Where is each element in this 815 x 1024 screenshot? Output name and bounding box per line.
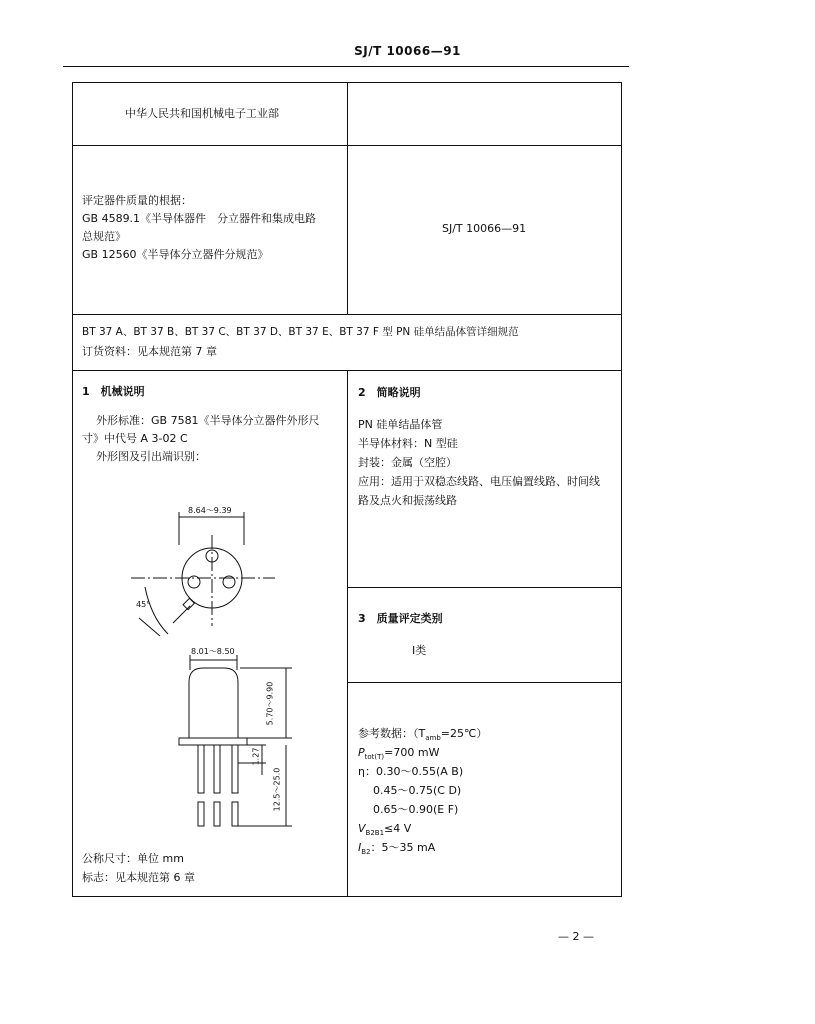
reference-current: $I_{B2}$：5～35 mA <box>358 841 436 857</box>
section1-line: 寸》中代号 A 3-02 C <box>82 432 188 445</box>
dimension-label: 8.64～9.39 <box>188 506 232 515</box>
ordering-info: 订货资料：见本规范第 7 章 <box>82 345 217 358</box>
page-number: — 2 — <box>558 930 594 943</box>
section2-line: 封装：金属（空腔） <box>358 456 457 469</box>
reference-eta: 0.45～0.75(C D) <box>373 784 462 797</box>
quality-category: Ⅰ类 <box>412 644 427 657</box>
dimension-label: 5.70～9.90 <box>265 681 275 726</box>
document-code-header: SJ/T 10066—91 <box>354 44 461 58</box>
unit-note: 公称尺寸：单位 mm <box>82 852 184 865</box>
section1-line: 外形图及引出端识别： <box>96 450 206 463</box>
section2-line: 应用：适用于双稳态线路、电压偏置线路、时间线 <box>358 475 600 488</box>
section1-line: 外形标准：GB 7581《半导体分立器件外形尺 <box>96 414 320 427</box>
section1-heading: 1 机械说明 <box>82 385 145 398</box>
reference-eta: η：0.30～0.55(A B) <box>358 765 464 778</box>
ministry-name: 中华人民共和国机械电子工业部 <box>125 107 279 120</box>
basis-line: GB 4589.1《半导体器件 分立器件和集成电路 <box>82 212 317 225</box>
section2-line: PN 硅单结晶体管 <box>358 418 443 431</box>
section2-line: 半导体材料：N 型硅 <box>358 437 458 450</box>
dimension-label: 8.01～8.50 <box>191 647 235 656</box>
marking-note: 标志：见本规范第 6 章 <box>82 871 195 884</box>
reference-power: $P_{tot(T)}=700$ mW <box>358 746 440 762</box>
section2-heading: 2 简略说明 <box>358 386 421 399</box>
reference-heading: 参考数据：$(T_{amb}=25℃)$ <box>358 727 488 743</box>
basis-line: 总规范》 <box>82 230 126 243</box>
basis-line: 评定器件质量的根据： <box>82 194 192 207</box>
reference-eta: 0.65～0.90(E F) <box>373 803 459 816</box>
dimension-label: 12.5～25.0 <box>272 767 282 812</box>
section2-line: 路及点火和振荡线路 <box>358 494 457 507</box>
dimension-label: 1.27 <box>251 747 261 766</box>
reference-voltage: $V_{B2B1}\le 4$ V <box>358 822 412 838</box>
spec-title: BT 37 A、BT 37 B、BT 37 C、BT 37 D、BT 37 E、BT 37 F 型 PN 硅单结晶体管详细规范 <box>82 326 519 338</box>
basis-line: GB 12560《半导体分立器件分规范》 <box>82 248 269 261</box>
angle-label: 45° <box>136 600 151 609</box>
standard-number: SJ/T 10066—91 <box>442 222 527 235</box>
section3-heading: 3 质量评定类别 <box>358 612 443 625</box>
